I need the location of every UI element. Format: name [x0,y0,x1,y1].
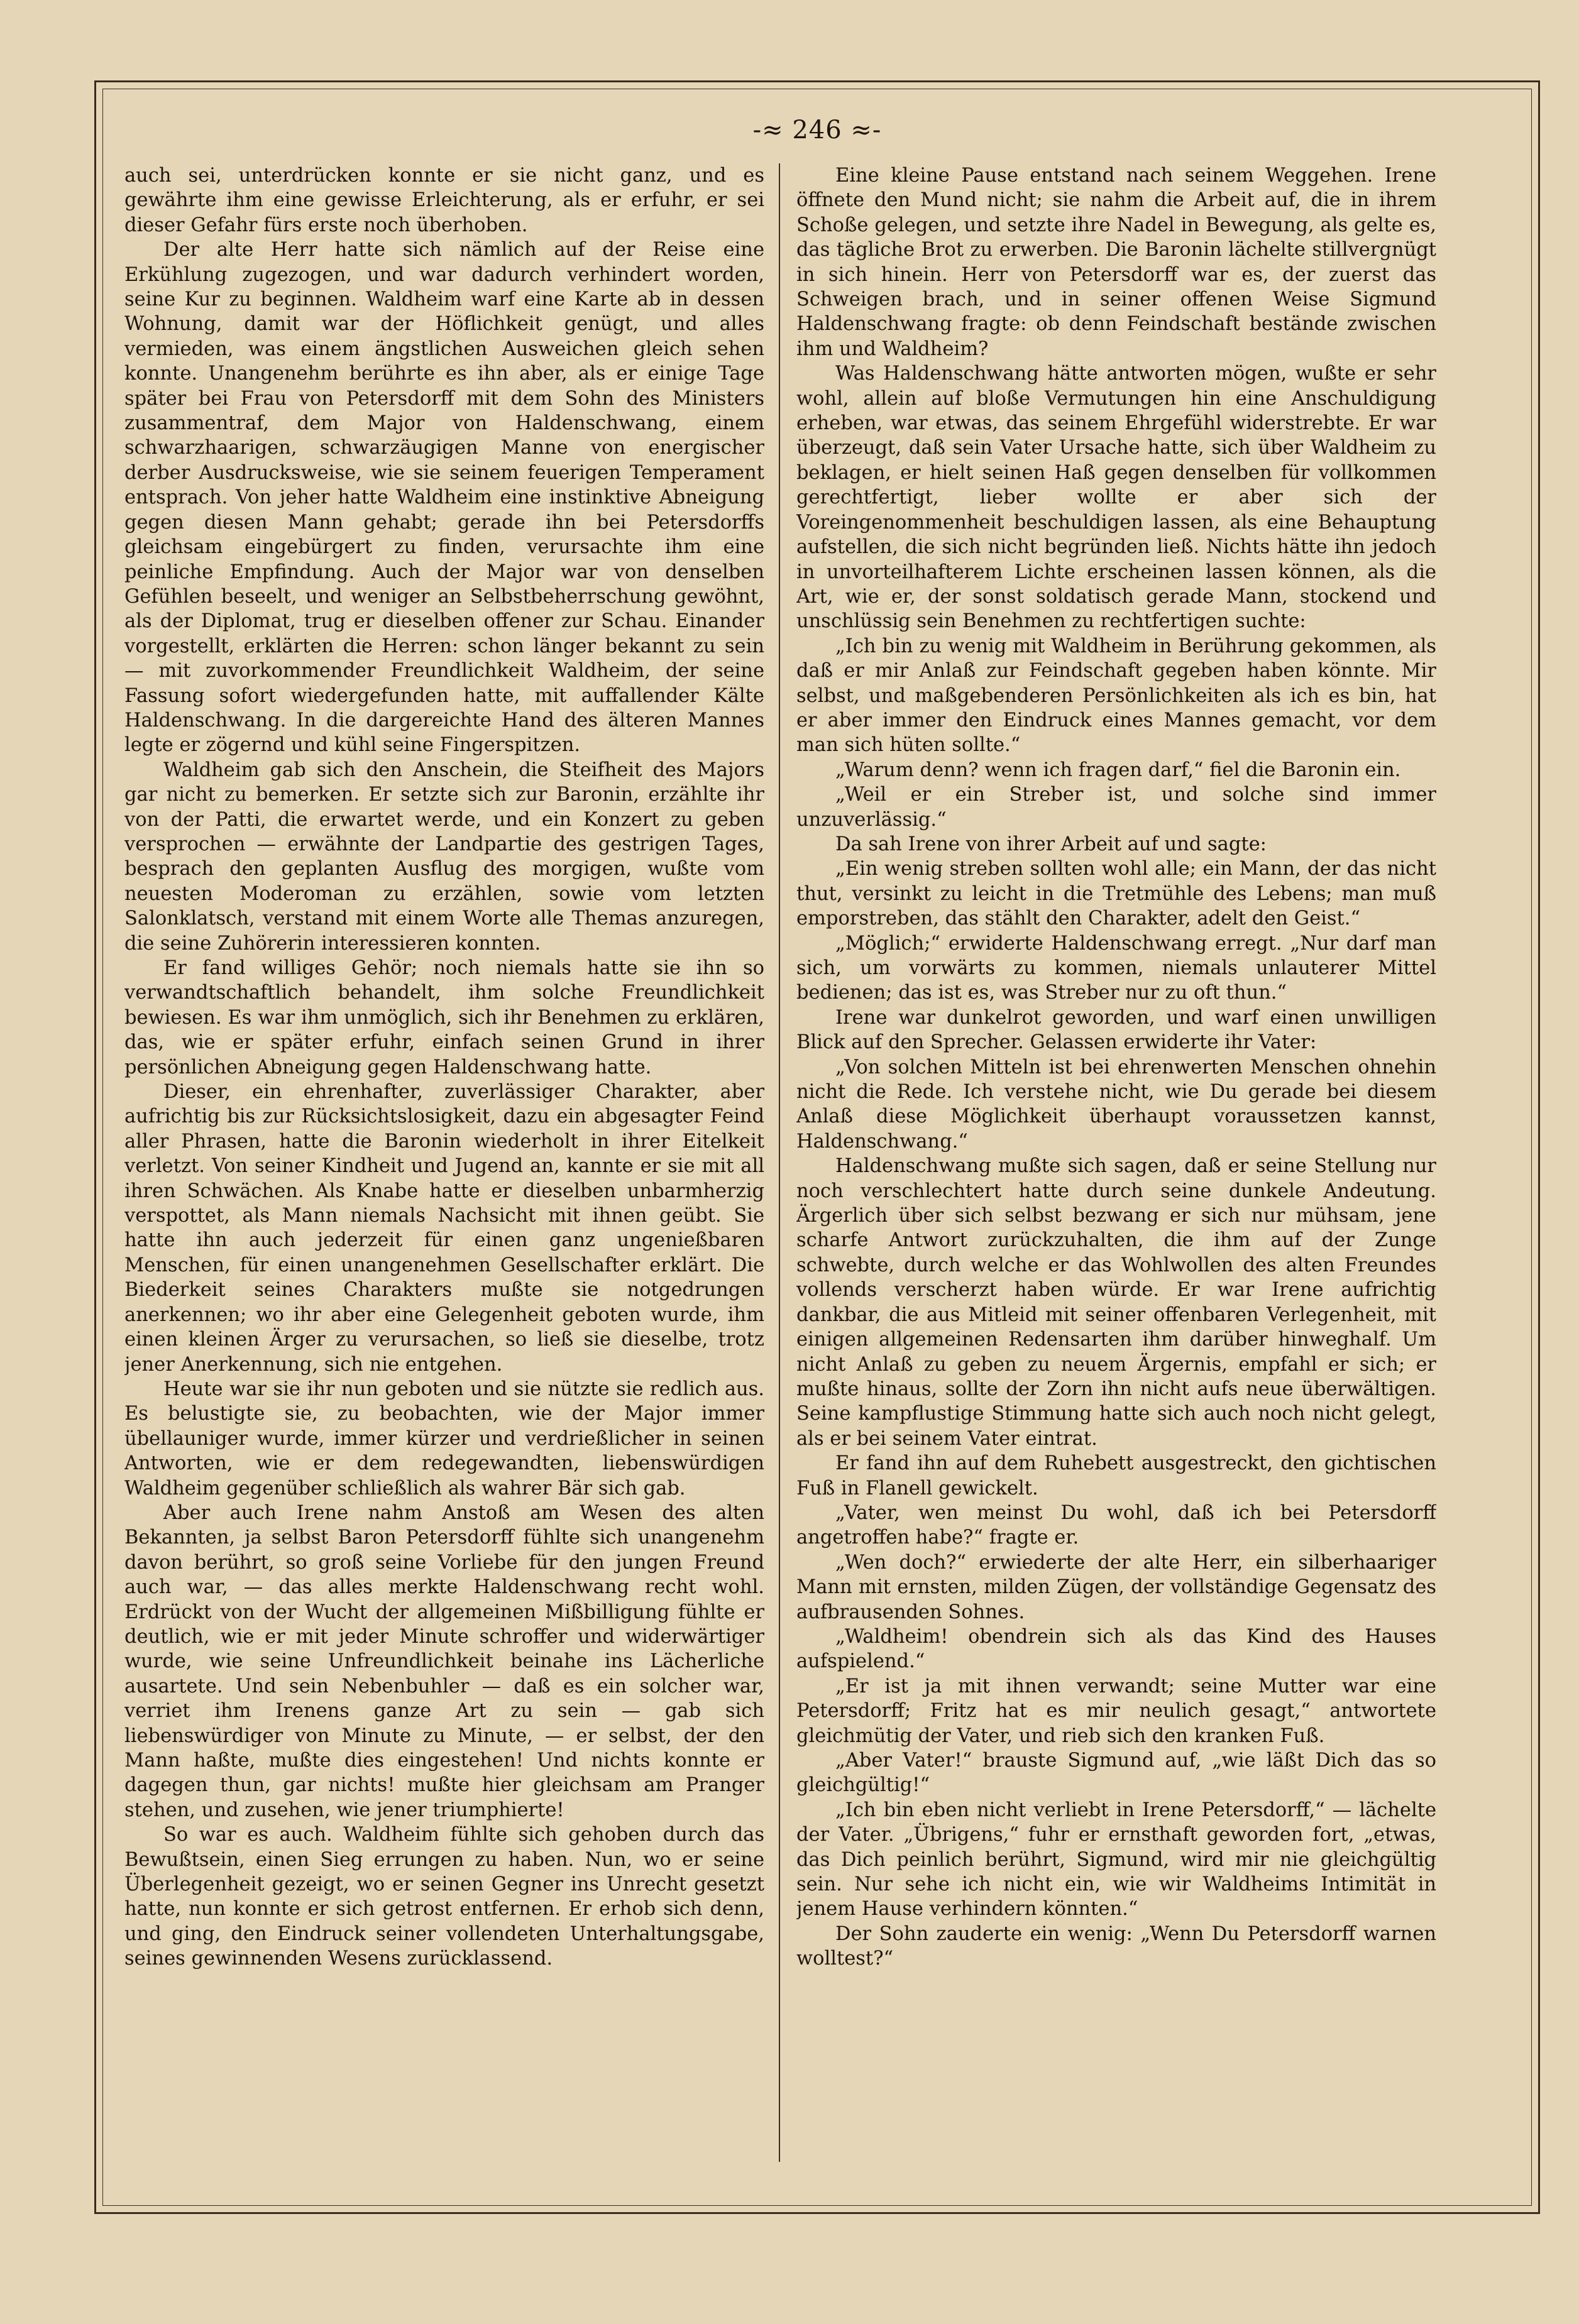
paragraph: Heute war sie ihr nun geboten und sie nützte sie redlich aus. Es belustigte sie, zu beobachten, wie der Major immer übellauniger wurde, immer kürzer und verdrießlicher in seinen Antworten, wie er dem redegewandten, liebenswürdigen Waldheim gegenüber schließlich als wahrer Bär sich gab. [124,1378,764,1499]
page-inner-frame [102,89,1532,2206]
paragraph: Aber auch Irene nahm Anstoß am Wesen des alten Bekannten, ja selbst Baron Petersdorff fühlte sich unangenehm davon berührt, so groß seine Vorliebe für den jungen Freund auch war, — das alles merkte Haldenschwang recht wohl. Erdrückt von der Wucht der allgemeinen Mißbilligung fühlte er deutlich, wie er mit jeder Minute schroffer und widerwärtiger wurde, wie seine Unfreundlichkeit beinahe ins Lächerliche ausartete. Und sein Nebenbuhler — daß es ein solcher war, verriet ihm Irenens ganze Art zu sein — gab sich liebenswürdiger von Minute zu Minute, — er selbst, der den Mann haßte, mußte dies eingestehen! Und nichts konnte er dagegen thun, gar nichts! mußte hier gleichsam am Pranger stehen, und zusehen, wie jener triumphierte! [124,1501,764,1821]
paragraph: „Warum denn? wenn ich fragen darf,“ fiel die Baronin ein. [835,759,1401,781]
paragraph: Der alte Herr hatte sich nämlich auf der Reise eine Erkühlung zugezogen, und war dadurch verhindert worden, seine Kur zu beginnen. Waldheim warf eine Karte ab in dessen Wohnung, damit war der Höflichkeit genügt, und alles vermieden, was einem ängstlichen Ausweichen gleich sehen konnte. Unangenehm berührte es ihn aber, als er einige Tage später bei Frau von Petersdorff mit dem Sohn des Ministers zusammentraf, dem Major von Haldenschwang, einem schwarzhaarigen, schwarzäugigen Manne von energischer derber Ausdrucksweise, wie sie seinem feuerigen Temperament entsprach. Von jeher hatte Waldheim eine instinktive Abneigung gegen diesen Mann gehabt; gerade ihn bei Petersdorffs gleichsam eingebürgert zu finden, verursachte ihm eine peinliche Empfindung. Auch der Major war von denselben Gefühlen beseelt, und weniger an Selbstbeherrschung gewöhnt, als der Diplomat, trug er dieselben offener zur Schau. Einander vorgestellt, erklärten die Herren: schon länger bekannt zu sein — mit zuvorkommender Freundlichkeit Waldheim, der seine Fassung sofort wiedergefunden hatte, mit auffallender Kälte Haldenschwang. In die dargereichte Hand des älteren Mannes legte er zögernd und kühl seine Fingerspitzen. [124,239,764,757]
paragraph: Haldenschwang mußte sich sagen, daß er seine Stellung nur noch verschlechtert hatte durch seine dunkele Andeutung. Ärgerlich über sich selbst bezwang er sich nur mühsam, jene scharfe Antwort zurückzuhalten, die ihm auf der Zunge schwebte, durch welche er das Wohlwollen des alten Freundes vollends verscherzt haben würde. Er war Irene aufrichtig dankbar, die aus Mitleid mit seiner offenbaren Verlegenheit, mit einigen allgemeinen Redensarten ihm darüber hinweghalf. Um nicht Anlaß zu geben zu neuem Ärgernis, empfahl er sich; er mußte hinaus, sollte der Zorn ihn nicht aufs neue überwältigen. Seine kampflustige Stimmung hatte sich auch noch nicht gelegt, als er bei seinem Vater eintrat. [796,1155,1436,1450]
paragraph: Eine kleine Pause entstand nach seinem Weggehen. Irene öffnete den Mund nicht; sie nahm die Arbeit auf, die in ihrem Schoße gelegen, und setzte ihre Nadel in Bewegung, als gelte es, das tägliche Brot zu erwerben. Die Baronin lächelte stillvergnügt in sich hinein. Herr von Petersdorff war es, der zuerst das Schweigen brach, und in seiner offenen Weise Sigmund Haldenschwang fragte: ob denn Feindschaft bestände zwischen ihm und Waldheim? [796,165,1436,360]
paragraph: Der Sohn zauderte ein wenig: „Wenn Du Petersdorff warnen wolltest?“ [796,1922,1436,1970]
paragraph: „Möglich;“ erwiderte Haldenschwang erregt. „Nur darf man sich, um vorwärts zu kommen, niemals unlauterer Mittel bedienen; das ist es, was Streber nur zu oft thun.“ [796,932,1436,1004]
column-divider [779,163,780,2162]
page-frame [94,80,1540,2214]
paragraph: Waldheim gab sich den Anschein, die Steifheit des Majors gar nicht zu bemerken. Er setzte sich zur Baronin, erzählte ihr von der Patti, die erwartet werde, und ein Konzert zu geben versprochen — erwähnte der Landpartie des gestrigen Tages, besprach den geplanten Ausflug des morgigen, wußte vom neuesten Moderoman zu erzählen, sowie vom letzten Salonklatsch, verstand mit einem Worte alle Themas anzuregen, die seine Zuhörerin interessieren konnten. [124,759,764,955]
paragraph: „Ich bin eben nicht verliebt in Irene Petersdorff,“ — lächelte der Vater. „Übrigens,“ fuhr er ernsthaft geworden fort, „etwas, das Dich peinlich berührt, Sigmund, wird mir nie gleichgültig sein. Nur sehe ich nicht ein, wie wir Waldheims Intimität in jenem Hause verhindern könnten.“ [796,1799,1436,1921]
paragraph: So war es auch. Waldheim fühlte sich gehoben durch das Bewußtsein, einen Sieg errungen zu haben. Nun, wo er seine Überlegenheit gezeigt, wo er seinen Gegner ins Unrecht gesetzt hatte, nun konnte er sich getrost entfernen. Er erhob sich denn, und ging, den Eindruck seiner vollendeten Unterhaltungsgabe, seines gewinnenden Wesens zurücklassend. [124,1824,764,1970]
paragraph: „Waldheim! obendrein sich als das Kind des Hauses aufspielend.“ [796,1625,1436,1673]
paragraph: Dieser, ein ehrenhafter, zuverlässiger Charakter, aber aufrichtig bis zur Rücksichtslosigkeit, dazu ein abgesagter Feind aller Phrasen, hatte die Baronin wiederholt in ihrer Eitelkeit verletzt. Von seiner Kindheit und Jugend an, kannte er sie mit all ihren Schwächen. Als Knabe hatte er dieselben unbarmherzig verspottet, als Mann niemals Nachsicht mit ihnen geübt. Sie hatte ihn auch jederzeit für einen ganz ungenießbaren Menschen, für einen unangenehmen Gesellschafter erklärt. Die Biederkeit seines Charakters mußte sie notgedrungen anerkennen; wo ihr aber eine Gelegenheit geboten wurde, ihm einen kleinen Ärger zu verursachen, so ließ sie dieselbe, trotz jener Anerkennung, sich nie entgehen. [124,1081,764,1376]
paragraph: „Wen doch?“ erwiederte der alte Herr, ein silberhaariger Mann mit ernsten, milden Zügen, der vollständige Gegensatz des aufbrausenden Sohnes. [796,1551,1436,1623]
paragraph: Irene war dunkelrot geworden, und warf einen unwilligen Blick auf den Sprecher. Gelassen erwiderte ihr Vater: [796,1006,1436,1054]
left-column [124,163,764,2162]
paragraph: „Von solchen Mitteln ist bei ehrenwerten Menschen ohnehin nicht die Rede. Ich verstehe nicht, wie Du gerade bei diesem Anlaß diese Möglichkeit überhaupt voraussetzen kannst, Haldenschwang.“ [796,1056,1436,1153]
paragraph: Da sah Irene von ihrer Arbeit auf und sagte: [835,833,1267,855]
paragraph: „Weil er ein Streber ist, und solche sind immer unzuverlässig.“ [796,784,1436,831]
paragraph: auch sei, unterdrücken konnte er sie nicht ganz, und es gewährte ihm eine gewisse Erleichterung, als er erfuhr, er sei dieser Gefahr fürs erste noch überhoben. [124,165,764,236]
paragraph: Er fand ihn auf dem Ruhebett ausgestreckt, den gichtischen Fuß in Flanell gewickelt. [796,1452,1436,1499]
paragraph: Was Haldenschwang hätte antworten mögen, wußte er sehr wohl, allein auf bloße Vermutungen hin eine Anschuldigung erheben, war etwas, das seinem Ehrgefühl widerstrebte. Er war überzeugt, daß sein Vater Ursache hatte, sich über Waldheim zu beklagen, er hielt seinen Haß gegen denselben für vollkommen gerechtfertigt, lieber wollte er aber sich der Voreingenommenheit beschuldigen lassen, als eine Behauptung aufstellen, die sich nicht begründen ließ. Nichts hätte ihn jedoch in unvorteilhafterem Lichte erscheinen lassen können, als die Art, wie er, der sonst soldatisch gerade Mann, stockend und unschlüssig sein Benehmen zu rechtfertigen suchte: [796,363,1436,633]
paragraph: „Er ist ja mit ihnen verwandt; seine Mutter war eine Petersdorff; Fritz hat es mir neulich gesagt,“ antwortete gleichmütig der Vater, und rieb sich den kranken Fuß. [796,1675,1436,1747]
paragraph: „Aber Vater!“ brauste Sigmund auf, „wie läßt Dich das so gleichgültig!“ [796,1750,1436,1797]
page-number: -≈ 246 ≈- [752,116,882,145]
paragraph: Er fand williges Gehör; noch niemals hatte sie ihn so verwandtschaftlich behandelt, ihm solche Freundlichkeit bewiesen. Es war ihm unmöglich, sich ihr Benehmen zu erklären, das, wie er später erfuhr, einfach seinen Grund in ihrer persönlichen Abneigung gegen Haldenschwang hatte. [124,957,764,1078]
paragraph: „Vater, wen meinst Du wohl, daß ich bei Petersdorff angetroffen habe?“ fragte er. [796,1501,1436,1549]
right-column [796,163,1436,2162]
paragraph: „Ein wenig streben sollten wohl alle; ein Mann, der das nicht thut, versinkt zu leicht in die Tretmühle des Lebens; man muß emporstreben, das stählt den Charakter, adelt den Geist.“ [796,858,1436,930]
paragraph: „Ich bin zu wenig mit Waldheim in Berührung gekommen, als daß er mir Anlaß zur Feindschaft gegeben haben könnte. Mir selbst, und maßgebenderen Persönlichkeiten als ich es bin, hat er aber immer den Eindruck eines Mannes gemacht, vor dem man sich hüten sollte.“ [796,635,1436,757]
